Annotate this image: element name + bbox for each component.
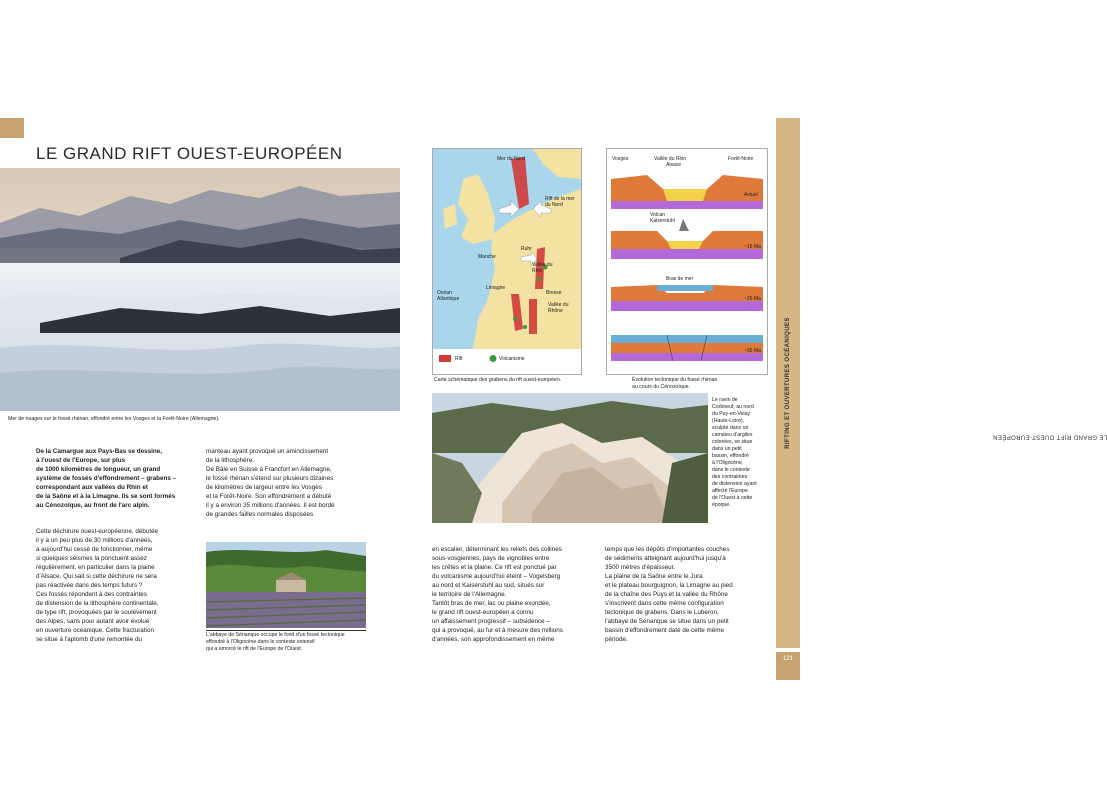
- diag-stage-actuel: Actuel: [744, 192, 758, 198]
- text-line: Ces fossés répondent à des contraintes: [36, 591, 147, 598]
- text-line: régulièrement, en particulier dans la plaine: [36, 564, 155, 571]
- text-line: le territoire de l'Allemagne.: [432, 591, 507, 598]
- intro-paragraph: [36, 447, 198, 510]
- map-label-limagne: Limagne: [486, 285, 506, 291]
- intro-line: de 1000 kilomètres de longueur, un grand: [36, 466, 161, 473]
- photo-abbaye-senanque: [206, 542, 366, 628]
- text-line: de kilomètres de largeur entre les Vosges: [206, 484, 322, 491]
- column-3-text: [432, 545, 600, 644]
- legend-volcanism-label: Volcanisme: [499, 356, 525, 362]
- text-line: si quelques séismes la ponctuent assez: [36, 555, 147, 562]
- text-line: au nord et Kaiserstuhl au sud, situés sur: [432, 582, 545, 589]
- text-line: en escalier, déterminant les reliefs des collines: [432, 546, 562, 553]
- legend-volcanism-swatch: [490, 355, 497, 362]
- text-line: se situe à l'aplomb d'une remontée du: [36, 636, 143, 643]
- text-line: Tantôt bras de mer, lac ou plaine exondée,: [432, 600, 551, 607]
- map-caption: Carte schématique des grabens du rift ouest-européen.: [434, 377, 562, 383]
- diag-label-alsace: Alsace: [666, 162, 682, 168]
- caption-line: effondré à l'Oligocène dans le contexte extensif: [206, 639, 315, 645]
- intro-line: au Cénozoïque, au front de l'arc alpin.: [36, 502, 150, 509]
- diag-stage-25ma: ~25 Ma: [744, 296, 761, 302]
- intro-line: De la Camargue aux Pays-Bas se dessine,: [36, 448, 163, 455]
- text-line: 3500 mètres d'épaisseur.: [605, 564, 676, 571]
- intro-line: correspondant aux vallées du Rhin et: [36, 484, 148, 491]
- text-line: bassin d'effondrement daté de cette même: [605, 627, 725, 634]
- text-line: s'inscrivent dans cette même configuration: [605, 600, 724, 607]
- text-line: d'années, son approfondissement en même: [432, 636, 555, 643]
- text-line: le fossé rhénan s'étend sur plusieurs dizaines: [206, 475, 334, 482]
- text-line: du volcanisme aujourd'hui éteint – Vogelsberg: [432, 573, 561, 580]
- caption-line: Évolution tectonique du fossé rhénan: [632, 377, 718, 383]
- side-band-text-right: RIFTING ET OUVERTURES OCÉANIQUES: [785, 317, 791, 449]
- text-line: a aujourd'hui cessé de fonctionner, même: [36, 546, 153, 553]
- stage-25ma: [611, 285, 763, 311]
- caption-line: des contraintes: [712, 474, 748, 480]
- side-band-text-left: LE GRAND RIFT OUEST-EUROPÉEN: [992, 433, 1107, 440]
- text-line: et la Forêt-Noire. Son effondrement a débuté: [206, 493, 332, 500]
- map-label-vallee-du-rhin: Vallée du Rhin: [532, 262, 553, 274]
- text-line: tectonique de grabens. Dans le Luberon,: [605, 609, 719, 616]
- intro-line: système de fossés d'effondrement – grabens –: [36, 475, 177, 482]
- map-label-vallee-du-rhone: Vallée du Rhône: [548, 302, 569, 314]
- page-title: LE GRAND RIFT OUEST-EUROPÉEN: [36, 144, 343, 163]
- map-label-ocean-atlantique: Océan Atlantique: [437, 290, 460, 302]
- text-line: en ouverture océanique. Cette fracturation: [36, 627, 154, 634]
- stage-35ma: [611, 335, 763, 361]
- map-label-manche: Manche: [478, 254, 496, 260]
- text-line: le grand rift ouest-européen a connu: [432, 609, 534, 616]
- text-line: de sédiments atteignant aujourd'hui jusqu'à: [605, 555, 726, 562]
- caption-line: sculpté dans un: [712, 425, 749, 431]
- caption-rule: [206, 630, 366, 631]
- page-tab-bottom: [776, 666, 800, 680]
- caption-line: Le ravin de: [712, 397, 738, 403]
- text-line: qui a provoqué, au fur et à mesure des millions: [432, 627, 563, 634]
- caption-line: au cours du Cénozoïque.: [632, 384, 690, 390]
- diag-label-foret-noire: Forêt-Noire: [728, 156, 754, 162]
- diagram-caption: [632, 377, 717, 391]
- column-1-text: [36, 527, 198, 644]
- caption-line: à l'Oligocène,: [712, 460, 744, 466]
- section-tab-left: [0, 118, 24, 138]
- photo-main-caption: Mer de nuages sur le fossé rhénan, effondré entre les Vosges et la Forêt-Noire (Allemagne).: [8, 416, 220, 422]
- column-4-text: [605, 545, 773, 644]
- diag-stage-35ma: ~35 Ma: [744, 348, 761, 354]
- caption-line: époque.: [712, 502, 731, 508]
- caption-line: Corboeuf, au nord: [712, 404, 754, 410]
- photo-ravin-corboeuf: [432, 393, 708, 523]
- abbaye-caption: [206, 632, 376, 653]
- side-band-text: [776, 118, 1107, 648]
- stage-15ma: [611, 219, 763, 259]
- caption-line: dans le contexte: [712, 467, 750, 473]
- caption-line: (Haute-Loire),: [712, 418, 745, 424]
- caption-line: dans un petit: [712, 446, 742, 452]
- text-line: manteau ayant provoqué un amincissement: [206, 448, 329, 455]
- column-2-text: [206, 447, 371, 519]
- text-line: sous-vosgiennes, pays de vignobles entre: [432, 555, 550, 562]
- page-number: 121: [776, 652, 800, 666]
- text-line: temps que les dépôts d'importantes couches: [605, 546, 730, 553]
- text-line: il y a un peu plus de 30 millions d'années,: [36, 537, 153, 544]
- legend-rift-swatch: [439, 355, 451, 362]
- intro-line: à l'ouest de l'Europe, sur plus: [36, 457, 126, 464]
- text-line: il y a environ 35 millions d'années. Il est bordé: [206, 502, 335, 509]
- caption-line: camaïeu d'argiles: [712, 432, 753, 438]
- text-line: de la lithosphère.: [206, 457, 254, 464]
- text-line: de distension de la lithosphère continentale,: [36, 600, 159, 607]
- diag-stage-15ma: ~15 Ma: [744, 244, 761, 250]
- text-line: un affaissement progressif – subsidence –: [432, 618, 550, 625]
- diag-label-vallee-du-rhin: Vallée du Rhin: [654, 156, 687, 162]
- caption-line: de distension ayant: [712, 481, 757, 487]
- intro-line: de la Saône et à la Limagne. Ils se sont formés: [36, 493, 176, 500]
- caption-line: bassin, effondré: [712, 453, 749, 459]
- caption-line: qui a amorcé le rift de l'Europe de l'Ouest.: [206, 646, 303, 652]
- map-label-rift-mer-du-nord: Rift de la mer du Nord: [545, 196, 575, 208]
- caption-line: affecté l'Europe: [712, 488, 748, 494]
- text-line: pas réactivée dans des temps futurs ?: [36, 582, 143, 589]
- diag-label-volcan: Volcan Kaiserstuhl: [650, 212, 675, 224]
- text-line: les crêtes et la plaine. Ce rift est ponctué par: [432, 564, 557, 571]
- caption-line: L'abbaye de Sénanque occupe le fond d'un fossé tectonique: [206, 632, 345, 638]
- map-label-ruhr: Ruhr: [521, 246, 532, 252]
- map-label-mer-du-nord: Mer du Nord: [497, 156, 525, 162]
- caption-line: du Puy-en-Velay: [712, 411, 751, 417]
- text-line: De Bâle en Suisse à Francfort en Allemagne,: [206, 466, 332, 473]
- tectonic-evolution-diagram: [606, 148, 768, 375]
- legend-rift-label: Rift: [455, 356, 463, 362]
- stage-actuel: [611, 175, 763, 209]
- caption-line: de l'Ouest à cette: [712, 495, 753, 501]
- text-line: de grandes failles normales disposées: [206, 511, 314, 518]
- text-line: période.: [605, 636, 628, 643]
- map-label-bresse: Bresse: [546, 290, 562, 296]
- text-line: de la chaîne des Puys et la vallée du Rhône: [605, 591, 728, 598]
- diag-label-vosges: Vosges: [612, 156, 629, 162]
- text-line: l'abbaye de Sénanque se situe dans un petit: [605, 618, 729, 625]
- caption-line: colorées, se situe: [712, 439, 753, 445]
- photo-sea-of-clouds: [0, 168, 400, 411]
- text-line: Cette déchirure ouest-européenne, débutée: [36, 528, 159, 535]
- text-line: La plaine de la Saône entre le Jura: [605, 573, 703, 580]
- text-line: des Alpes, sans pour autant avoir évolué: [36, 618, 150, 625]
- text-line: d'Alsace. Qui sait si cette déchirure ne sera: [36, 573, 157, 580]
- text-line: et le plateau bourguignon, la Limagne au pied: [605, 582, 733, 589]
- text-line: de type rift, provoquées par le soulèvement: [36, 609, 157, 616]
- ravin-caption: [712, 397, 776, 509]
- diag-label-bras-de-mer: Bras de mer: [666, 276, 694, 282]
